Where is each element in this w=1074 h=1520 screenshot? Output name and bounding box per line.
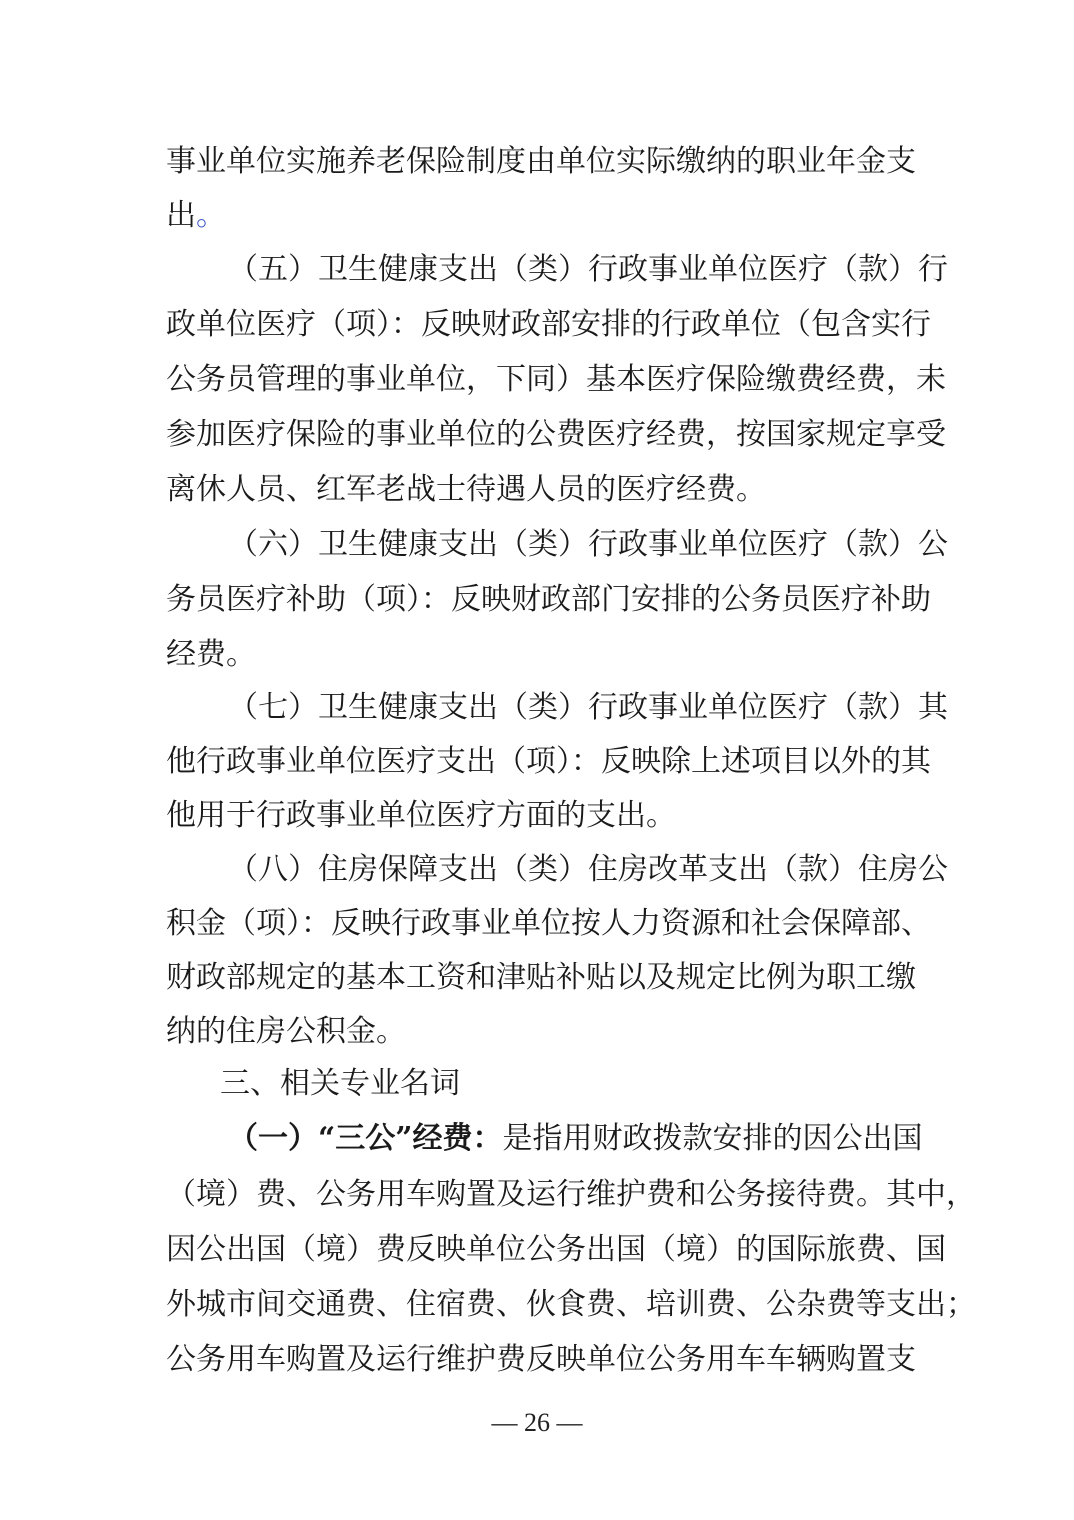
paragraph-line: （七）卫生健康支出（类）行政事业单位医疗（款）其 bbox=[228, 690, 948, 725]
paragraph-line: 事业单位实施养老保险制度由单位实际缴纳的职业年金支 bbox=[166, 144, 916, 179]
paragraph-line: 他用于行政事业单位医疗方面的支出。 bbox=[166, 798, 676, 833]
term-lead: （一）“三公”经费： bbox=[228, 1121, 503, 1156]
page-number: — 26 — bbox=[491, 1408, 583, 1437]
paragraph-line: 公务员管理的事业单位，下同）基本医疗保险缴费经费，未 bbox=[166, 362, 946, 397]
paragraph-line: （五）卫生健康支出（类）行政事业单位医疗（款）行 bbox=[228, 252, 948, 287]
period-mark: 。 bbox=[196, 198, 226, 233]
paragraph-line bbox=[166, 196, 916, 236]
paragraph-line: 纳的住房公积金。 bbox=[166, 1014, 406, 1049]
paragraph-line: 公务用车购置及运行维护费反映单位公务用车车辆购置支 bbox=[166, 1342, 916, 1377]
paragraph-line: 政单位医疗（项）：反映财政部安排的行政单位（包含实行 bbox=[166, 307, 931, 342]
paragraph-line: 积金（项）：反映行政事业单位按人力资源和社会保障部、 bbox=[166, 906, 931, 941]
paragraph-line: （八）住房保障支出（类）住房改革支出（款）住房公 bbox=[228, 852, 948, 887]
paragraph-line: 财政部规定的基本工资和津贴补贴以及规定比例为职工缴 bbox=[166, 960, 916, 995]
paragraph-line: （六）卫生健康支出（类）行政事业单位医疗（款）公 bbox=[228, 527, 948, 562]
paragraph-line: 外城市间交通费、住宿费、伙食费、培训费、公杂费等支出； bbox=[166, 1287, 976, 1322]
line-text: 出 bbox=[166, 198, 196, 233]
paragraph-line: 经费。 bbox=[166, 637, 256, 672]
paragraph-line bbox=[228, 1119, 923, 1159]
paragraph-line: 离休人员、红军老战士待遇人员的医疗经费。 bbox=[166, 472, 766, 507]
paragraph-line: 因公出国（境）费反映单位公务出国（境）的国际旅费、国 bbox=[166, 1232, 946, 1267]
paragraph-line: 务员医疗补助（项）：反映财政部门安排的公务员医疗补助 bbox=[166, 582, 931, 617]
paragraph-line: （境）费、公务用车购置及运行维护费和公务接待费。其中， bbox=[166, 1177, 976, 1212]
paragraph-line: 他行政事业单位医疗支出（项）：反映除上述项目以外的其 bbox=[166, 744, 931, 779]
line-text: 是指用财政拨款安排的因公出国 bbox=[502, 1121, 923, 1156]
section-heading: 三、相关专业名词 bbox=[220, 1066, 460, 1101]
paragraph-line: 参加医疗保险的事业单位的公费医疗经费，按国家规定享受 bbox=[166, 417, 946, 452]
